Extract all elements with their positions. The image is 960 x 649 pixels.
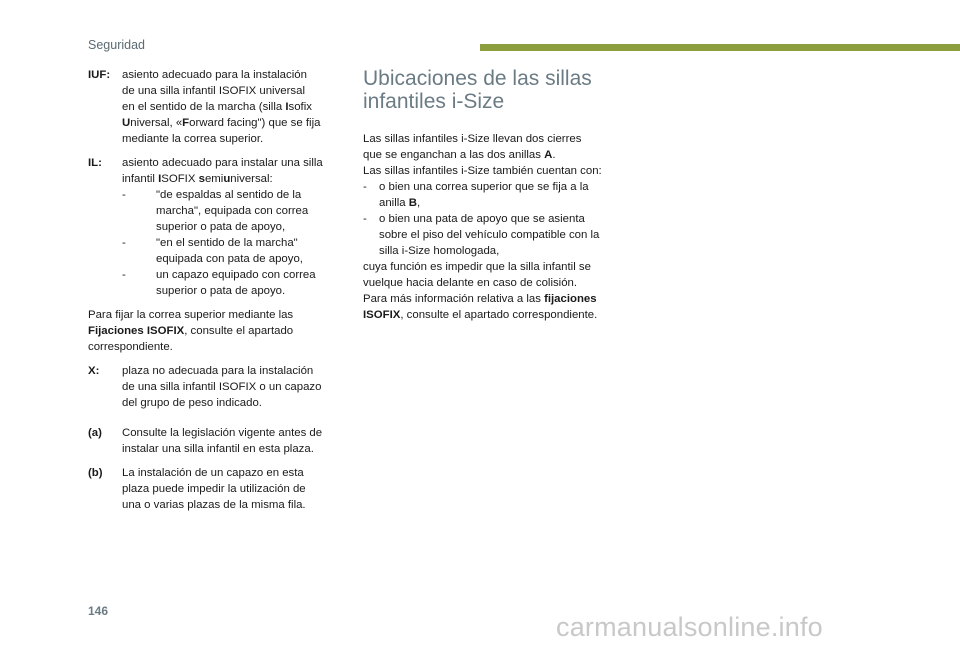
term-il: IL: — [88, 157, 102, 169]
list-item: - "de espaldas al sentido de la marcha", equipada con correa superior o pata de apoyo, — [122, 189, 309, 233]
watermark: carmanualsonline.info — [556, 612, 823, 642]
paragraph: Las sillas infantiles i-Size llevan dos cierres que se enganchan a las dos anillas A. Las sillas infantiles i-Size también cuentan con: — [363, 133, 602, 177]
paragraph: cuya función es impedir que la silla infantil se vuelque hacia delante en caso de colisión. Para más información relativa a las fijaciones ISOFIX, consulte el apartado correspondiente. — [363, 261, 598, 321]
page-number: 146 — [88, 604, 109, 618]
section-header: Seguridad — [88, 38, 145, 52]
section-title: Ubicaciones de las sillas infantiles i-Size — [363, 67, 592, 113]
header-accent-bar — [480, 44, 960, 51]
definition-iuf: IUF: asiento adecuado para la instalación de una silla infantil ISOFIX universal en el sentido de la marcha (silla Isofix Universal, «Forward facing") que se fija mediante la correa superior. — [88, 69, 321, 145]
left-column — [88, 67, 338, 521]
note-a: (a) Consulte la legislación vigente antes de instalar una silla infantil en esta plaza. — [88, 427, 323, 455]
list-item: - "en el sentido de la marcha" equipada con pata de apoyo, — [122, 237, 303, 265]
list-item: - o bien una correa superior que se fija a la anilla B, — [363, 181, 589, 209]
right-column — [363, 67, 623, 323]
term-iuf: IUF: — [88, 69, 111, 81]
note-b: (b) La instalación de un capazo en esta plaza puede impedir la utilización de una o varias plazas de la misma fila. — [88, 467, 306, 511]
definition-x: X: plaza no adecuada para la instalación de una silla infantil ISOFIX o un capazo del grupo de peso indicado. — [88, 365, 322, 409]
list-item: - o bien una pata de apoyo que se asienta sobre el piso del vehículo compatible con la silla i-Size homologada, — [363, 213, 600, 257]
list-item: - un capazo equipado con correa superior o pata de apoyo. — [122, 269, 316, 297]
isofix-paragraph: Para fijar la correa superior mediante las Fijaciones ISOFIX, consulte el apartado correspondiente. — [88, 309, 294, 353]
definition-il: IL: asiento adecuado para instalar una silla infantil ISOFIX semiuniversal: - "de espaldas al sentido de la marcha", equipada con correa superior o pata de apoyo, - "en el sentido de la marcha" equipada con pata de apoyo, - un capazo equipado con correa superior o pata de apoyo. — [88, 155, 338, 299]
